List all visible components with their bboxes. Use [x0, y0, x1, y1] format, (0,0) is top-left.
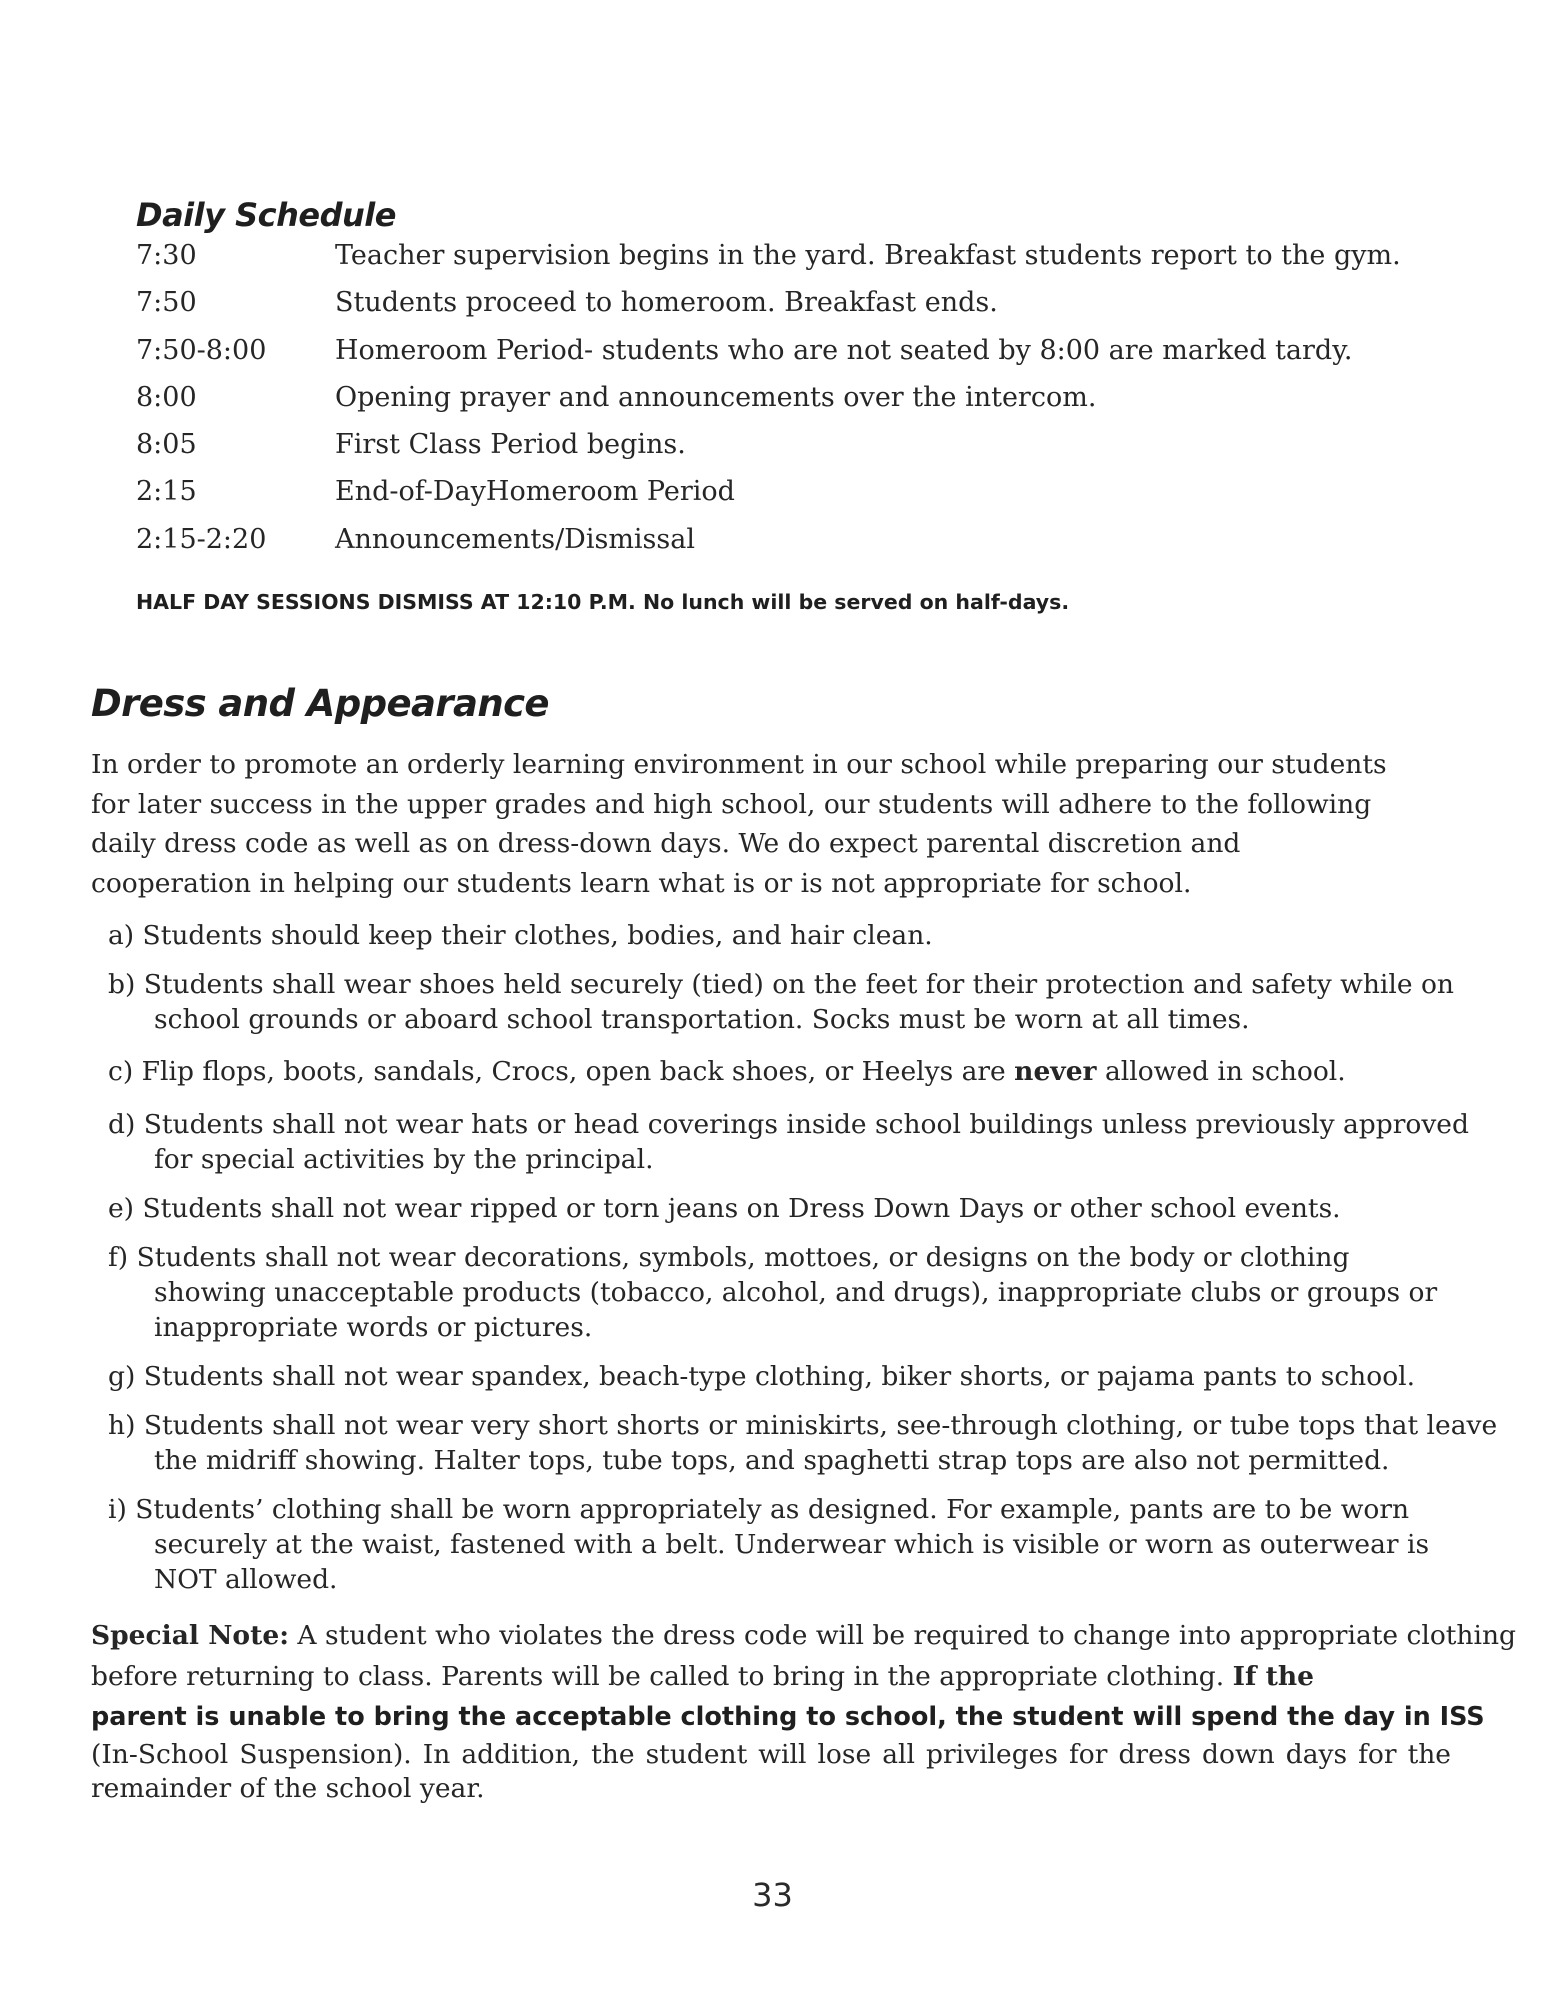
schedule-description: Homeroom Period- students who are not seated by 8:00 are marked tardy.	[335, 334, 1353, 366]
note-line: (In-School Suspension). In addition, the student will lose all privileges for dress down days for the	[91, 1739, 1451, 1770]
special-note-paragraph	[91, 1615, 1516, 1806]
rule-line: h) Students shall not wear very short shorts or miniskirts, see-through clothing, or tube tops that leave	[108, 1410, 1498, 1441]
rule-item-d	[108, 1107, 1469, 1177]
rule-text: c) Flip flops, boots, sandals, Crocs, open back shoes, or Heelys are	[108, 1056, 1015, 1087]
rule-line: f) Students shall not wear decorations, symbols, mottoes, or designs on the body or clothing	[108, 1242, 1350, 1273]
rule-text: allowed in school.	[1096, 1056, 1346, 1087]
rule-item-h	[108, 1408, 1498, 1478]
schedule-description: End-of-DayHomeroom Period	[335, 476, 735, 508]
schedule-time: 2:15	[136, 476, 197, 508]
daily-schedule-heading: Daily Schedule	[136, 196, 396, 234]
rule-line: NOT allowed.	[154, 1564, 338, 1595]
schedule-time: 7:50-8:00	[136, 334, 267, 366]
rule-line: e) Students shall not wear ripped or torn jeans on Dress Down Days or other school events.	[108, 1193, 1341, 1224]
note-text: before returning to class. Parents will be called to bring in the appropriate clothing.	[91, 1661, 1233, 1692]
schedule-time: 2:15-2:20	[136, 523, 267, 555]
note-emphasis-line: parent is unable to bring the acceptable clothing to school, the student will spend the day in ISS	[91, 1702, 1485, 1732]
schedule-row	[136, 382, 1386, 429]
schedule-row	[136, 476, 1386, 523]
intro-line: cooperation in helping our students learn what is or is not appropriate for school.	[91, 867, 1192, 899]
dress-code-rules-list	[108, 918, 1498, 1597]
schedule-row	[136, 240, 1401, 287]
rule-line: inappropriate words or pictures.	[154, 1312, 593, 1343]
note-line	[91, 1615, 1516, 1656]
note-text: A student who violates the dress code will be required to change into appropriate clothing	[288, 1620, 1516, 1651]
schedule-table	[136, 240, 1401, 571]
page-number: 33	[752, 1876, 793, 1914]
half-day-notice: HALF DAY SESSIONS DISMISS AT 12:10 P.M. No lunch will be served on half-days.	[136, 590, 1070, 614]
rule-line: showing unacceptable products (tobacco, alcohol, and drugs), inappropriate clubs or groups or	[154, 1277, 1438, 1308]
rule-line: for special activities by the principal.	[154, 1144, 654, 1175]
schedule-row	[136, 335, 1386, 382]
note-emphasis: If the	[1232, 1661, 1315, 1692]
intro-line: for later success in the upper grades and high school, our students will adhere to the following	[91, 788, 1372, 820]
rule-line: the midriff showing. Halter tops, tube tops, and spaghetti strap tops are also not permitted.	[154, 1445, 1390, 1476]
rule-item-b	[108, 967, 1454, 1037]
dress-intro-paragraph	[91, 745, 1387, 903]
rule-emphasis: never	[1014, 1056, 1097, 1087]
rule-line	[108, 1054, 1438, 1089]
rule-line: b) Students shall wear shoes held securely (tied) on the feet for their protection and safety while on	[108, 969, 1454, 1000]
schedule-description: First Class Period begins.	[335, 429, 686, 461]
intro-line: daily dress code as well as on dress-down days. We do expect parental discretion and	[91, 828, 1241, 859]
note-line: remainder of the school year.	[91, 1773, 485, 1804]
rule-line: school grounds or aboard school transportation. Socks must be worn at all times.	[154, 1004, 1250, 1035]
rule-line: g) Students shall not wear spandex, beach-type clothing, biker shorts, or pajama pants to school.	[108, 1361, 1416, 1392]
rule-item-f	[108, 1240, 1438, 1345]
schedule-row	[136, 287, 1386, 334]
note-line	[91, 1656, 1451, 1697]
rule-item-a	[108, 918, 1438, 953]
schedule-time: 7:30	[136, 240, 197, 271]
schedule-time: 7:50	[136, 287, 197, 319]
rule-line: a) Students should keep their clothes, bodies, and hair clean.	[108, 920, 933, 951]
schedule-description: Students proceed to homeroom. Breakfast ends.	[335, 287, 998, 319]
rule-line: d) Students shall not wear hats or head coverings inside school buildings unless previously approved	[108, 1109, 1469, 1140]
schedule-description: Announcements/Dismissal	[335, 523, 696, 555]
rule-line: i) Students’ clothing shall be worn appropriately as designed. For example, pants are to be worn	[108, 1494, 1410, 1525]
rule-line: securely at the waist, fastened with a belt. Underwear which is visible or worn as outerwear is	[154, 1529, 1430, 1560]
special-note-label: Special Note:	[91, 1620, 289, 1651]
dress-appearance-heading: Dress and Appearance	[91, 682, 549, 725]
schedule-description: Teacher supervision begins in the yard. Breakfast students report to the gym.	[335, 240, 1401, 271]
schedule-row	[136, 524, 1386, 571]
rule-item-g	[108, 1359, 1438, 1394]
intro-line: In order to promote an orderly learning environment in our school while preparing our students	[91, 749, 1387, 780]
schedule-row	[136, 429, 1386, 476]
rule-item-i	[108, 1492, 1438, 1597]
schedule-description: Opening prayer and announcements over the intercom.	[335, 381, 1097, 413]
rule-item-c	[108, 1054, 1438, 1089]
rule-item-e	[108, 1191, 1438, 1226]
schedule-time: 8:00	[136, 381, 197, 413]
schedule-time: 8:05	[136, 429, 197, 461]
